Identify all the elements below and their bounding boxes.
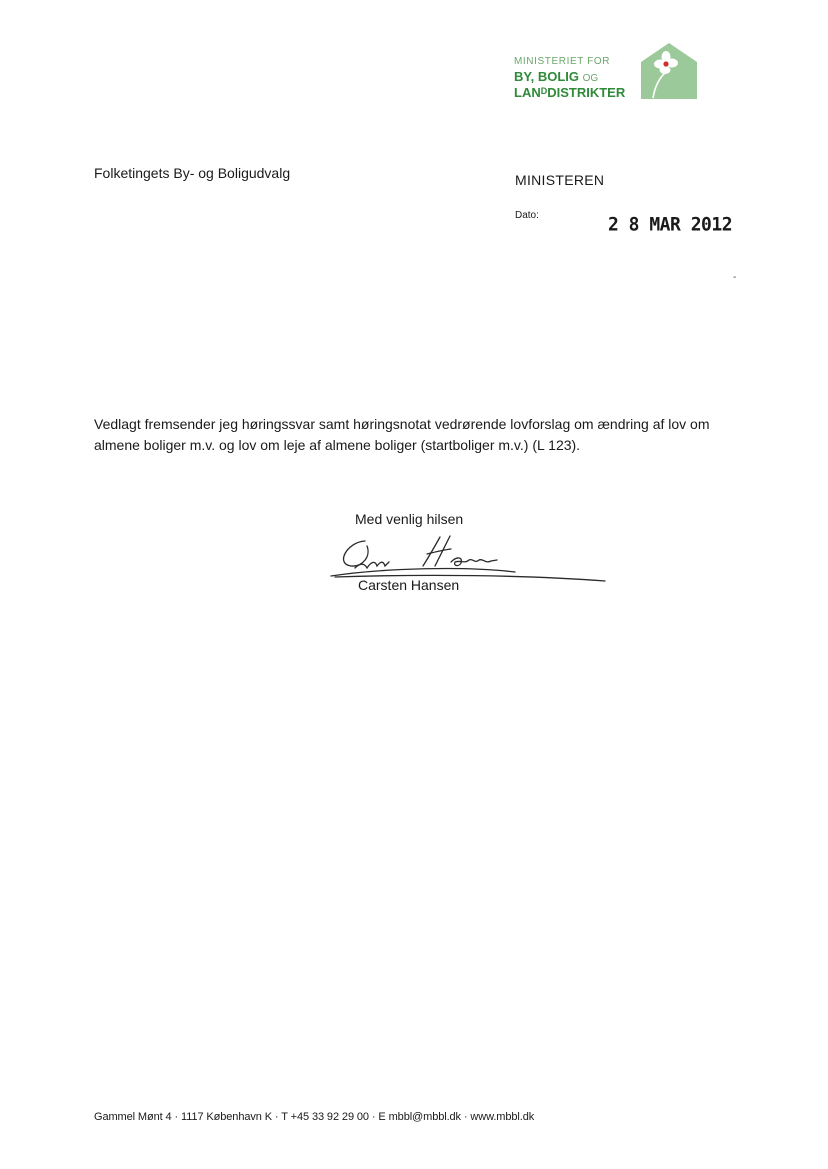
ministry-logo-text [514, 57, 625, 99]
signer-name: Carsten Hansen [358, 577, 460, 593]
sender-title: MINISTEREN [515, 172, 605, 188]
margin-mark: - [733, 272, 737, 283]
body-line-1: Vedlagt fremsender jeg høringssvar samt høringsnotat vedrørende lovforslag om ændring af lov om [94, 416, 710, 432]
date-label: Dato: [515, 210, 539, 221]
footer-contact: Gammel Mønt 4 · 1117 København K · T +45 33 92 29 00 · E mbbl@mbbl.dk · www.mbbl.dk [94, 1111, 535, 1123]
logo-line-3-small: D [540, 86, 548, 96]
house-flower-icon [639, 42, 699, 99]
logo-line-3-part1: LAN [514, 85, 541, 100]
logo-line-3-part2: DISTRIKTER [547, 85, 626, 100]
recipient: Folketingets By- og Boligudvalg [94, 165, 291, 181]
logo-line-2-small: OG [582, 73, 599, 84]
logo-line-3 [514, 86, 625, 99]
logo-line-2 [514, 70, 625, 84]
logo-line-2-main: BY, BOLIG [514, 69, 580, 84]
body-line-2: almene boliger m.v. og lov om leje af almene boliger (startboliger m.v.) (L 123). [94, 437, 581, 453]
closing: Med venlig hilsen [355, 511, 464, 527]
logo-line-1: MINISTERIET FOR [514, 56, 611, 67]
letter-body [94, 414, 734, 456]
date-stamp: 2 8 MAR 2012 [608, 213, 733, 236]
